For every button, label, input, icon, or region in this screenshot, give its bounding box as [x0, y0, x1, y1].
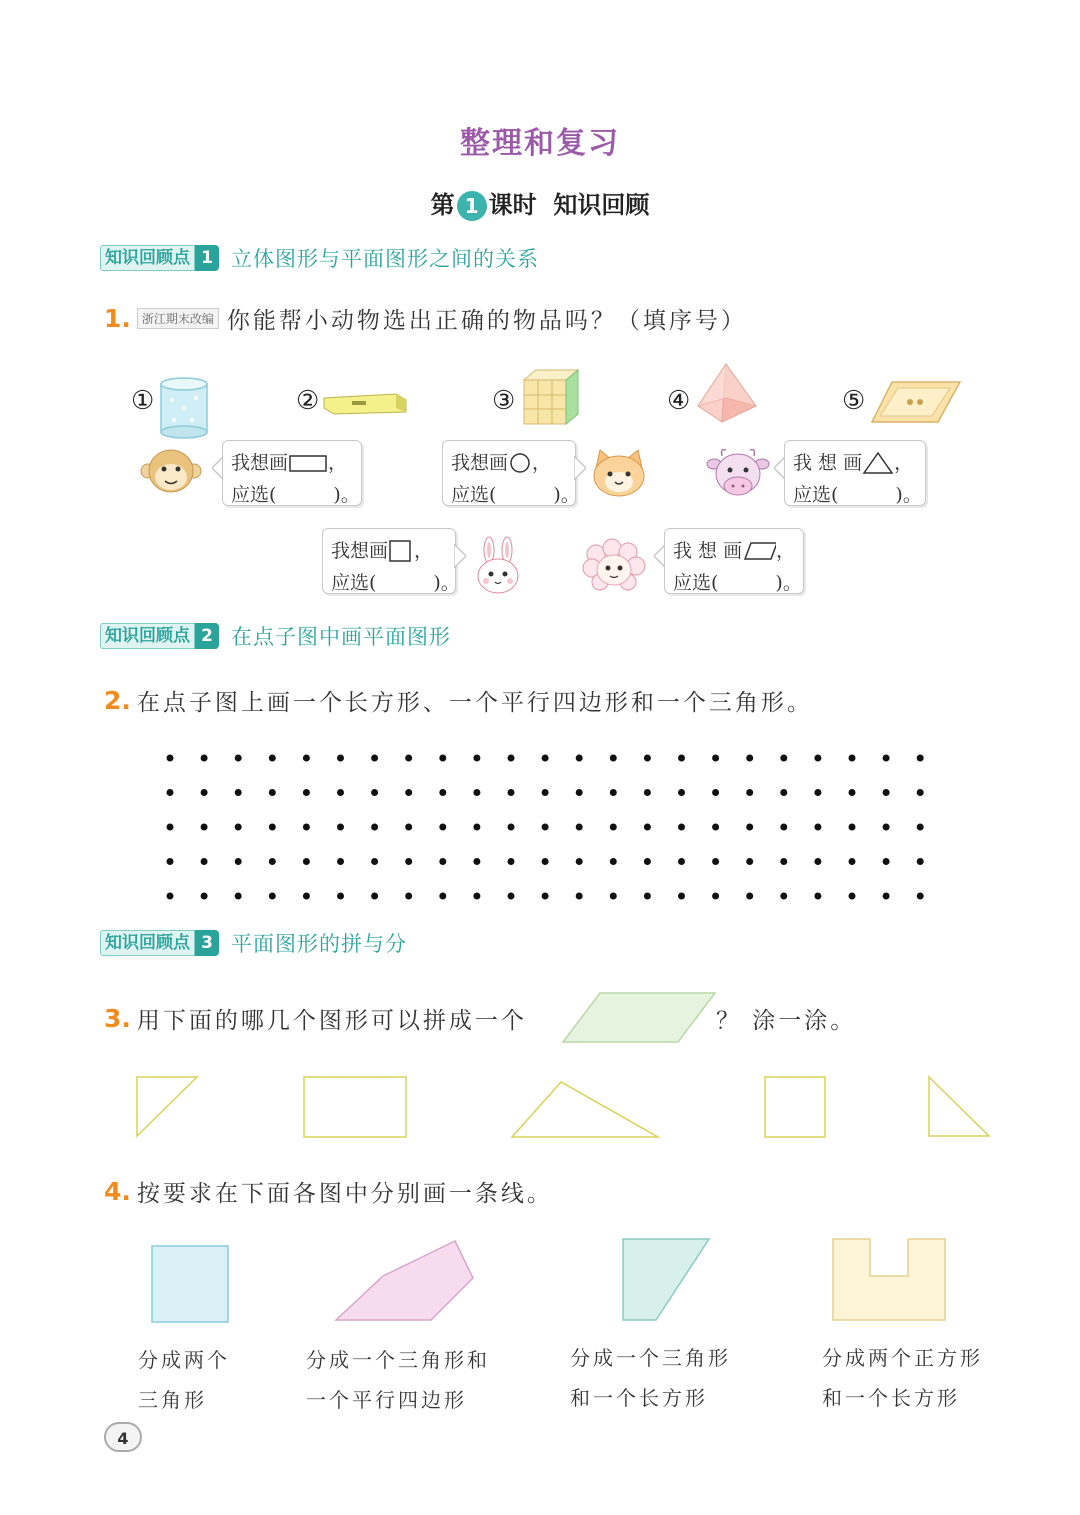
grid-dot[interactable]: [780, 755, 787, 762]
grid-dot[interactable]: [439, 755, 446, 762]
bubble-line2: 应选( )。: [451, 484, 580, 506]
grid-dot[interactable]: [337, 789, 344, 796]
caption-line1: 分成两个: [138, 1348, 230, 1372]
dot-grid[interactable]: [150, 740, 940, 916]
grid-dot[interactable]: [678, 789, 685, 796]
grid-dot[interactable]: [814, 755, 821, 762]
bubble-line1: 我想画: [331, 540, 389, 562]
bubble-line1: 我 想 画: [793, 452, 863, 474]
triangle-shape-icon: [862, 451, 894, 475]
grid-dot[interactable]: [644, 858, 651, 865]
grid-dot[interactable]: [883, 755, 890, 762]
shape-right-triangle-1[interactable]: [134, 1074, 200, 1140]
shape-rectangle[interactable]: [301, 1074, 409, 1140]
grid-dot[interactable]: [167, 858, 174, 865]
grid-dot[interactable]: [849, 893, 856, 900]
knowledge-point-3: [100, 929, 407, 957]
grid-dot[interactable]: [303, 893, 310, 900]
grid-dot[interactable]: [303, 789, 310, 796]
grid-dot[interactable]: [610, 789, 617, 796]
caption-line1: 分成一个三角形: [570, 1346, 731, 1370]
question-3: [104, 1002, 527, 1035]
circle-shape-icon: [508, 452, 532, 474]
question-text: 你能帮小动物选出正确的物品吗？（填序号）: [226, 308, 747, 334]
target-parallelogram: [560, 990, 718, 1046]
q4-caption-4: [822, 1338, 983, 1418]
grid-dot[interactable]: [712, 755, 719, 762]
grid-dot[interactable]: [269, 893, 276, 900]
question-4: [104, 1175, 553, 1208]
grid-dot[interactable]: [780, 893, 787, 900]
speech-bubble-3: [784, 440, 926, 506]
grid-dot[interactable]: [405, 893, 412, 900]
question-number: 2.: [104, 686, 131, 715]
monkey-icon: [140, 447, 202, 495]
grid-dot[interactable]: [405, 858, 412, 865]
bubble-line2: 应选( )。: [231, 484, 360, 506]
grid-dot[interactable]: [746, 858, 753, 865]
caption-line2: 三角形: [138, 1388, 207, 1412]
grid-dot[interactable]: [746, 893, 753, 900]
question-text-before: 用下面的哪几个图形可以拼成一个: [136, 1008, 527, 1034]
grid-dot[interactable]: [883, 789, 890, 796]
grid-dot[interactable]: [269, 755, 276, 762]
question-number: 3.: [104, 1004, 131, 1033]
bubble-line1: 我想画: [231, 452, 289, 474]
grid-dot[interactable]: [610, 755, 617, 762]
speech-bubble-1: [222, 440, 362, 506]
grid-dot[interactable]: [849, 824, 856, 831]
grid-dot[interactable]: [780, 858, 787, 865]
caption-line2: 一个平行四边形: [306, 1388, 467, 1412]
bubble-line1: 我想画: [451, 452, 509, 474]
grid-dot[interactable]: [678, 893, 685, 900]
grid-dot[interactable]: [610, 824, 617, 831]
page-number: 4: [104, 1422, 142, 1452]
grid-dot[interactable]: [644, 824, 651, 831]
cylinder-can-icon: [158, 374, 210, 440]
question-text: 按要求在下面各图中分别画一条线。: [136, 1181, 553, 1207]
bubble-punct: ，: [894, 452, 914, 474]
knowledge-point-number: 1: [195, 245, 219, 271]
grid-dot[interactable]: [780, 789, 787, 796]
grid-dot[interactable]: [439, 824, 446, 831]
rabbit-icon: [472, 536, 524, 596]
grid-dot[interactable]: [371, 824, 378, 831]
caption-line2: 和一个长方形: [822, 1386, 960, 1410]
grid-dot[interactable]: [371, 755, 378, 762]
grid-dot[interactable]: [235, 858, 242, 865]
lesson-heading: [0, 185, 1080, 221]
grid-dot[interactable]: [167, 755, 174, 762]
grid-dot[interactable]: [508, 893, 515, 900]
grid-dot[interactable]: [235, 755, 242, 762]
grid-dot[interactable]: [269, 789, 276, 796]
grid-dot[interactable]: [780, 824, 787, 831]
grid-dot[interactable]: [678, 824, 685, 831]
knowledge-point-number: 2: [195, 623, 219, 649]
grid-dot[interactable]: [610, 858, 617, 865]
lesson-number: 1: [457, 191, 487, 221]
grid-dot[interactable]: [746, 824, 753, 831]
cow-icon: [706, 448, 770, 502]
shape-square[interactable]: [762, 1074, 828, 1140]
knowledge-point-text: 立体图形与平面图形之间的关系: [231, 247, 539, 271]
grid-dot[interactable]: [542, 824, 549, 831]
grid-dot[interactable]: [303, 824, 310, 831]
bubble-line2: 应选( )。: [793, 484, 922, 506]
speech-bubble-2: [442, 440, 580, 506]
grid-dot[interactable]: [814, 858, 821, 865]
pyramid-icon: [696, 362, 758, 424]
grid-dot[interactable]: [371, 893, 378, 900]
grid-dot[interactable]: [508, 824, 515, 831]
question-text: 在点子图上画一个长方形、一个平行四边形和一个三角形。: [136, 690, 813, 716]
grid-dot[interactable]: [678, 858, 685, 865]
knowledge-point-1: [100, 244, 539, 272]
grid-dot[interactable]: [712, 858, 719, 865]
question-number: 1.: [104, 304, 131, 333]
grid-dot[interactable]: [542, 893, 549, 900]
grid-dot[interactable]: [644, 893, 651, 900]
grid-dot[interactable]: [814, 893, 821, 900]
knowledge-point-tag: 知识回顾点: [100, 245, 195, 271]
grid-dot[interactable]: [337, 893, 344, 900]
grid-dot[interactable]: [337, 858, 344, 865]
caption-line2: 和一个长方形: [570, 1386, 708, 1410]
grid-dot[interactable]: [508, 789, 515, 796]
grid-dot[interactable]: [473, 824, 480, 831]
grid-dot[interactable]: [371, 858, 378, 865]
rectangle-shape-icon: [288, 453, 328, 473]
grid-dot[interactable]: [849, 789, 856, 796]
grid-dot[interactable]: [917, 893, 924, 900]
bubble-punct: ，: [532, 452, 552, 474]
cube-icon: [522, 368, 580, 426]
grid-dot[interactable]: [371, 789, 378, 796]
grid-dot[interactable]: [201, 789, 208, 796]
grid-dot[interactable]: [269, 824, 276, 831]
grid-dot[interactable]: [576, 755, 583, 762]
gum-stick-icon: [322, 392, 408, 416]
speech-bubble-5: [664, 528, 804, 594]
knowledge-point-2: [100, 622, 451, 650]
grid-dot[interactable]: [337, 755, 344, 762]
bubble-punct: ，: [328, 452, 348, 474]
q4-u-shape[interactable]: [830, 1236, 948, 1324]
bubble-line2: 应选( )。: [331, 572, 460, 594]
bubble-pointer: [574, 456, 586, 480]
question-3-tail: ？ 涂一涂。: [716, 1008, 857, 1034]
grid-dot[interactable]: [167, 789, 174, 796]
lesson-prefix: 第: [430, 191, 455, 219]
q4-trapezoid[interactable]: [620, 1236, 712, 1324]
item-label-4: ④: [667, 386, 691, 416]
page-title: 整理和复习: [460, 126, 620, 161]
knowledge-point-tag: 知识回顾点: [100, 930, 195, 956]
parallelogram-shape-icon: [742, 540, 776, 562]
grid-dot[interactable]: [542, 755, 549, 762]
parallelogram-card-icon: [870, 380, 962, 424]
grid-dot[interactable]: [644, 789, 651, 796]
grid-dot[interactable]: [201, 755, 208, 762]
grid-dot[interactable]: [235, 824, 242, 831]
grid-dot[interactable]: [814, 824, 821, 831]
q4-caption-1: [138, 1340, 230, 1420]
cat-icon: [590, 448, 648, 498]
grid-dot[interactable]: [201, 858, 208, 865]
q4-caption-3: [570, 1338, 731, 1418]
grid-dot[interactable]: [883, 824, 890, 831]
grid-dot[interactable]: [576, 824, 583, 831]
grid-dot[interactable]: [883, 858, 890, 865]
grid-dot[interactable]: [644, 755, 651, 762]
grid-dot[interactable]: [473, 789, 480, 796]
knowledge-point-text: 在点子图中画平面图形: [231, 625, 451, 649]
bubble-punct: ，: [775, 540, 795, 562]
bubble-line1: 我 想 画: [673, 540, 743, 562]
grid-dot[interactable]: [849, 858, 856, 865]
sheep-icon: [582, 538, 648, 592]
grid-dot[interactable]: [167, 824, 174, 831]
lesson-name: 知识回顾: [553, 191, 650, 219]
grid-dot[interactable]: [678, 755, 685, 762]
grid-dot[interactable]: [405, 755, 412, 762]
speech-bubble-4: [322, 528, 460, 594]
caption-line1: 分成一个三角形和: [306, 1348, 490, 1372]
item-label-3: ③: [492, 386, 516, 416]
grid-dot[interactable]: [576, 893, 583, 900]
grid-dot[interactable]: [746, 789, 753, 796]
item-label-5: ⑤: [842, 386, 866, 416]
grid-dot[interactable]: [576, 858, 583, 865]
grid-dot[interactable]: [235, 789, 242, 796]
grid-dot[interactable]: [576, 789, 583, 796]
grid-dot[interactable]: [235, 893, 242, 900]
grid-dot[interactable]: [269, 858, 276, 865]
grid-dot[interactable]: [712, 893, 719, 900]
grid-dot[interactable]: [917, 755, 924, 762]
grid-dot[interactable]: [473, 755, 480, 762]
grid-dot[interactable]: [508, 858, 515, 865]
grid-dot[interactable]: [917, 824, 924, 831]
grid-dot[interactable]: [201, 824, 208, 831]
grid-dot[interactable]: [917, 858, 924, 865]
caption-line1: 分成两个正方形: [822, 1346, 983, 1370]
shape-obtuse-triangle[interactable]: [509, 1078, 661, 1140]
lesson-suffix: 课时: [488, 191, 537, 219]
grid-dot[interactable]: [473, 893, 480, 900]
grid-dot[interactable]: [712, 824, 719, 831]
grid-dot[interactable]: [610, 893, 617, 900]
grid-dot[interactable]: [303, 755, 310, 762]
grid-dot[interactable]: [814, 789, 821, 796]
source-tag: 浙江期末改编: [137, 308, 219, 329]
question-2: [104, 684, 813, 717]
grid-dot[interactable]: [917, 789, 924, 796]
q4-pentagon[interactable]: [333, 1238, 477, 1324]
grid-dot[interactable]: [405, 789, 412, 796]
bubble-line2: 应选( )。: [673, 572, 802, 594]
square-shape-icon: [388, 539, 414, 563]
q4-caption-2: [306, 1340, 490, 1420]
bubble-pointer: [454, 544, 466, 568]
grid-dot[interactable]: [303, 858, 310, 865]
knowledge-point-number: 3: [195, 930, 219, 956]
grid-dot[interactable]: [337, 824, 344, 831]
bubble-punct: ，: [414, 540, 434, 562]
grid-dot[interactable]: [439, 789, 446, 796]
shape-right-triangle-2[interactable]: [926, 1074, 992, 1140]
grid-dot[interactable]: [849, 755, 856, 762]
grid-dot[interactable]: [712, 789, 719, 796]
question-number: 4.: [104, 1177, 131, 1206]
grid-dot[interactable]: [439, 893, 446, 900]
grid-dot[interactable]: [542, 858, 549, 865]
grid-dot[interactable]: [883, 893, 890, 900]
knowledge-point-text: 平面图形的拼与分: [231, 932, 407, 956]
item-label-1: ①: [131, 386, 155, 416]
grid-dot[interactable]: [167, 893, 174, 900]
grid-dot[interactable]: [542, 789, 549, 796]
grid-dot[interactable]: [508, 755, 515, 762]
item-label-2: ②: [296, 386, 320, 416]
question-1: [104, 302, 747, 335]
grid-dot[interactable]: [473, 858, 480, 865]
grid-dot[interactable]: [439, 858, 446, 865]
grid-dot[interactable]: [405, 824, 412, 831]
grid-dot[interactable]: [746, 755, 753, 762]
knowledge-point-tag: 知识回顾点: [100, 623, 195, 649]
q4-square[interactable]: [150, 1244, 230, 1324]
grid-dot[interactable]: [201, 893, 208, 900]
